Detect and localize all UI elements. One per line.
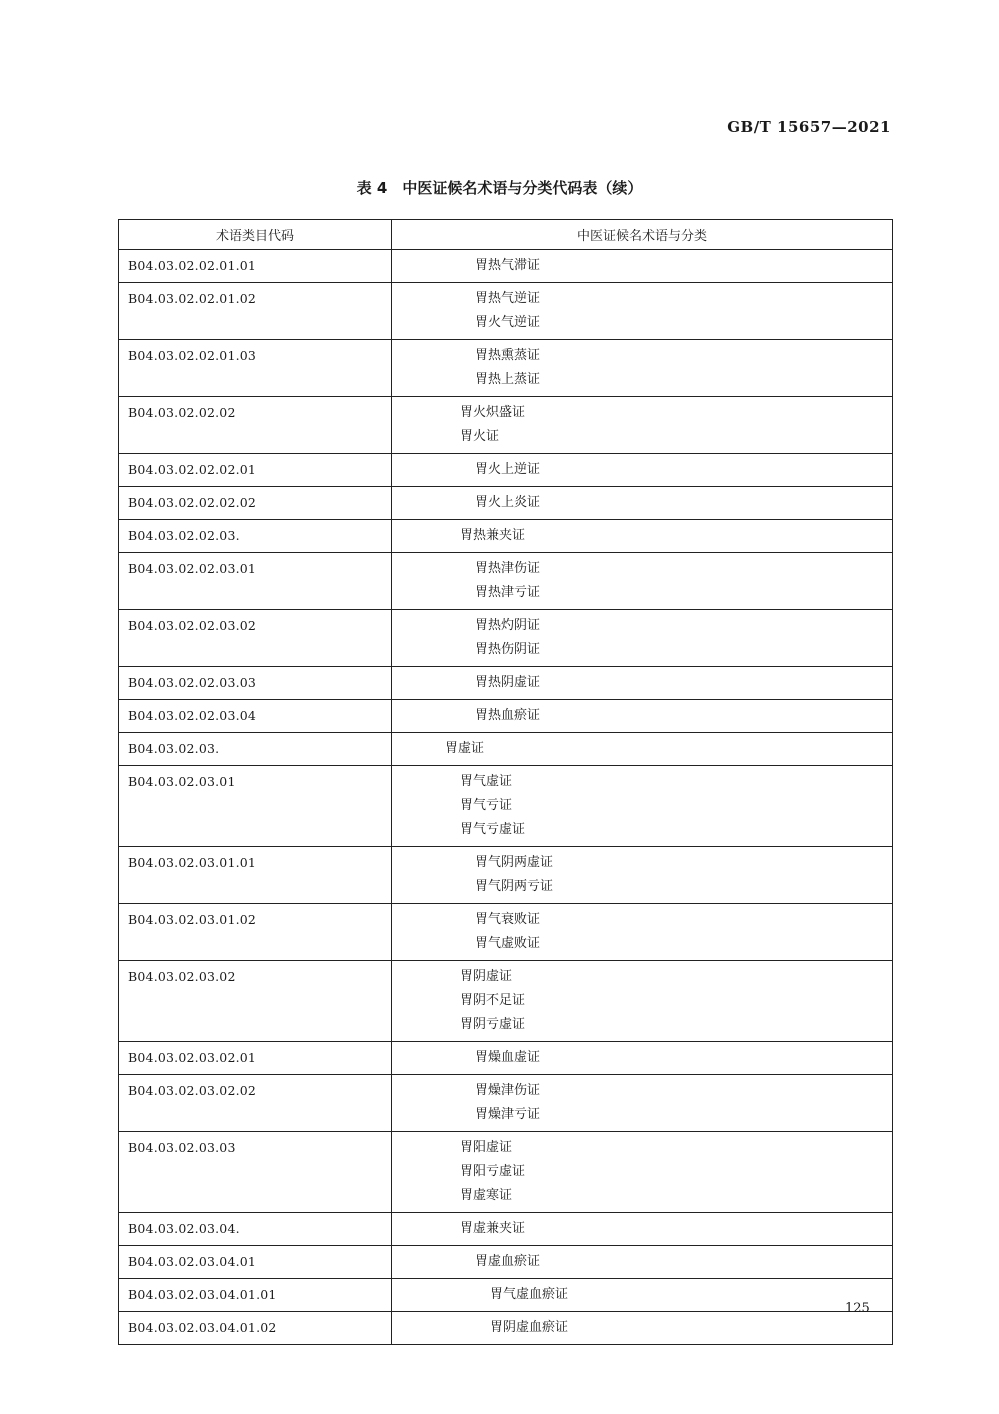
term-code: B04.03.02.02.03.01 bbox=[128, 561, 257, 576]
table-row bbox=[119, 397, 893, 454]
term-code-cell bbox=[119, 1132, 392, 1213]
term-code: B04.03.02.02.02 bbox=[128, 405, 236, 420]
term-code: B04.03.02.02.02.01 bbox=[128, 462, 257, 477]
term-name: 胃热津伤证 bbox=[475, 561, 541, 576]
term-code: B04.03.02.02.01.01 bbox=[128, 258, 257, 273]
table-row bbox=[119, 847, 893, 904]
term-name: 胃火上逆证 bbox=[475, 462, 541, 477]
term-name: 胃气阴两亏证 bbox=[475, 879, 554, 894]
term-code: B04.03.02.03.01.01 bbox=[128, 855, 257, 870]
column-header-code: 术语类目代码 bbox=[119, 220, 392, 250]
table-row bbox=[119, 520, 893, 553]
terms-table bbox=[118, 219, 893, 1345]
table-row bbox=[119, 610, 893, 667]
term-name: 胃火证 bbox=[460, 429, 500, 444]
term-names-cell bbox=[392, 520, 893, 553]
term-code-cell bbox=[119, 1312, 392, 1345]
term-code-cell bbox=[119, 667, 392, 700]
table-row bbox=[119, 733, 893, 766]
table-row bbox=[119, 1132, 893, 1213]
standard-code: GB/T 15657—2021 bbox=[727, 118, 891, 136]
table-row bbox=[119, 487, 893, 520]
term-code: B04.03.02.03.04.01.01 bbox=[128, 1287, 277, 1302]
term-code-cell bbox=[119, 700, 392, 733]
term-name: 胃阴虚证 bbox=[460, 969, 513, 984]
term-name: 胃热阴虚证 bbox=[475, 675, 541, 690]
term-code-cell bbox=[119, 904, 392, 961]
term-code-cell bbox=[119, 487, 392, 520]
term-names-cell bbox=[392, 904, 893, 961]
column-header-term: 中医证候名术语与分类 bbox=[392, 220, 893, 250]
term-code: B04.03.02.02.03.04 bbox=[128, 708, 257, 723]
page-number: 125 bbox=[845, 1301, 870, 1316]
term-code: B04.03.02.03.04. bbox=[128, 1221, 240, 1236]
term-code-cell bbox=[119, 766, 392, 847]
term-name: 胃气衰败证 bbox=[475, 912, 541, 927]
term-name: 胃热兼夹证 bbox=[460, 528, 526, 543]
term-names-cell bbox=[392, 961, 893, 1042]
term-code-cell bbox=[119, 250, 392, 283]
term-code-cell bbox=[119, 553, 392, 610]
term-name: 胃气虚证 bbox=[460, 774, 513, 789]
term-code: B04.03.02.03.03 bbox=[128, 1140, 236, 1155]
term-name: 胃热熏蒸证 bbox=[475, 348, 541, 363]
term-name: 胃火气逆证 bbox=[475, 315, 541, 330]
table-row bbox=[119, 667, 893, 700]
term-code-cell bbox=[119, 610, 392, 667]
term-names-cell bbox=[392, 454, 893, 487]
term-name: 胃火上炎证 bbox=[475, 495, 541, 510]
term-name: 胃热伤阴证 bbox=[475, 642, 541, 657]
term-names-cell bbox=[392, 1213, 893, 1246]
table-row bbox=[119, 700, 893, 733]
term-code-cell bbox=[119, 520, 392, 553]
term-code: B04.03.02.03.04.01.02 bbox=[128, 1320, 277, 1335]
term-names-cell bbox=[392, 1246, 893, 1279]
term-code: B04.03.02.02.03. bbox=[128, 528, 240, 543]
table-row bbox=[119, 904, 893, 961]
term-name: 胃气虚败证 bbox=[475, 936, 541, 951]
term-code-cell bbox=[119, 1246, 392, 1279]
term-name: 胃阴虚血瘀证 bbox=[490, 1320, 569, 1335]
term-name: 胃气虚血瘀证 bbox=[490, 1287, 569, 1302]
term-name: 胃气亏证 bbox=[460, 798, 513, 813]
table-header-row bbox=[119, 220, 893, 250]
term-code-cell bbox=[119, 1279, 392, 1312]
term-code: B04.03.02.02.03.02 bbox=[128, 618, 257, 633]
term-code-cell bbox=[119, 397, 392, 454]
term-name: 胃热血瘀证 bbox=[475, 708, 541, 723]
term-code: B04.03.02.02.03.03 bbox=[128, 675, 257, 690]
term-name: 胃热气滞证 bbox=[475, 258, 541, 273]
term-names-cell bbox=[392, 397, 893, 454]
term-code-cell bbox=[119, 1213, 392, 1246]
term-names-cell bbox=[392, 250, 893, 283]
term-name: 胃热津亏证 bbox=[475, 585, 541, 600]
term-code-cell bbox=[119, 340, 392, 397]
table-body bbox=[119, 250, 893, 1345]
table-row bbox=[119, 250, 893, 283]
term-code: B04.03.02.02.02.02 bbox=[128, 495, 257, 510]
term-name: 胃阴不足证 bbox=[460, 993, 526, 1008]
term-name: 胃虚血瘀证 bbox=[475, 1254, 541, 1269]
term-code: B04.03.02.03.01 bbox=[128, 774, 236, 789]
term-names-cell bbox=[392, 1279, 893, 1312]
term-names-cell bbox=[392, 283, 893, 340]
term-names-cell bbox=[392, 700, 893, 733]
term-name: 胃燥血虚证 bbox=[475, 1050, 541, 1065]
term-name: 胃气阴两虚证 bbox=[475, 855, 554, 870]
term-code: B04.03.02.03.02 bbox=[128, 969, 236, 984]
term-code: B04.03.02.03. bbox=[128, 741, 220, 756]
term-name: 胃阳亏虚证 bbox=[460, 1164, 526, 1179]
term-name: 胃虚证 bbox=[445, 741, 485, 756]
term-code: B04.03.02.02.01.03 bbox=[128, 348, 257, 363]
term-name: 胃热灼阴证 bbox=[475, 618, 541, 633]
table-row bbox=[119, 454, 893, 487]
table-row bbox=[119, 1042, 893, 1075]
table-row bbox=[119, 553, 893, 610]
term-names-cell bbox=[392, 553, 893, 610]
term-code-cell bbox=[119, 454, 392, 487]
term-name: 胃虚寒证 bbox=[460, 1188, 513, 1203]
term-name: 胃虚兼夹证 bbox=[460, 1221, 526, 1236]
term-names-cell bbox=[392, 1132, 893, 1213]
term-code: B04.03.02.03.02.01 bbox=[128, 1050, 257, 1065]
term-name: 胃热上蒸证 bbox=[475, 372, 541, 387]
table-row bbox=[119, 283, 893, 340]
table-row bbox=[119, 340, 893, 397]
term-name: 胃气亏虚证 bbox=[460, 822, 526, 837]
table-row bbox=[119, 1279, 893, 1312]
term-code: B04.03.02.03.01.02 bbox=[128, 912, 257, 927]
term-name: 胃阳虚证 bbox=[460, 1140, 513, 1155]
term-names-cell bbox=[392, 1075, 893, 1132]
table-row bbox=[119, 961, 893, 1042]
term-code-cell bbox=[119, 733, 392, 766]
term-code-cell bbox=[119, 1042, 392, 1075]
term-names-cell bbox=[392, 1312, 893, 1345]
table-row bbox=[119, 1246, 893, 1279]
table-title: 表 4 中医证候名术语与分类代码表（续） bbox=[356, 179, 643, 197]
term-name: 胃火炽盛证 bbox=[460, 405, 526, 420]
term-code: B04.03.02.02.01.02 bbox=[128, 291, 257, 306]
table-row bbox=[119, 766, 893, 847]
table-row bbox=[119, 1213, 893, 1246]
term-code-cell bbox=[119, 847, 392, 904]
term-code: B04.03.02.03.02.02 bbox=[128, 1083, 257, 1098]
term-names-cell bbox=[392, 610, 893, 667]
term-names-cell bbox=[392, 766, 893, 847]
table-row bbox=[119, 1075, 893, 1132]
term-names-cell bbox=[392, 340, 893, 397]
term-names-cell bbox=[392, 487, 893, 520]
term-code-cell bbox=[119, 1075, 392, 1132]
term-code: B04.03.02.03.04.01 bbox=[128, 1254, 257, 1269]
term-name: 胃热气逆证 bbox=[475, 291, 541, 306]
term-code-cell bbox=[119, 961, 392, 1042]
table-row bbox=[119, 1312, 893, 1345]
term-code-cell bbox=[119, 283, 392, 340]
term-names-cell bbox=[392, 847, 893, 904]
term-names-cell bbox=[392, 1042, 893, 1075]
term-name: 胃阴亏虚证 bbox=[460, 1017, 526, 1032]
term-name: 胃燥津亏证 bbox=[475, 1107, 541, 1122]
term-names-cell bbox=[392, 733, 893, 766]
term-name: 胃燥津伤证 bbox=[475, 1083, 541, 1098]
term-names-cell bbox=[392, 667, 893, 700]
